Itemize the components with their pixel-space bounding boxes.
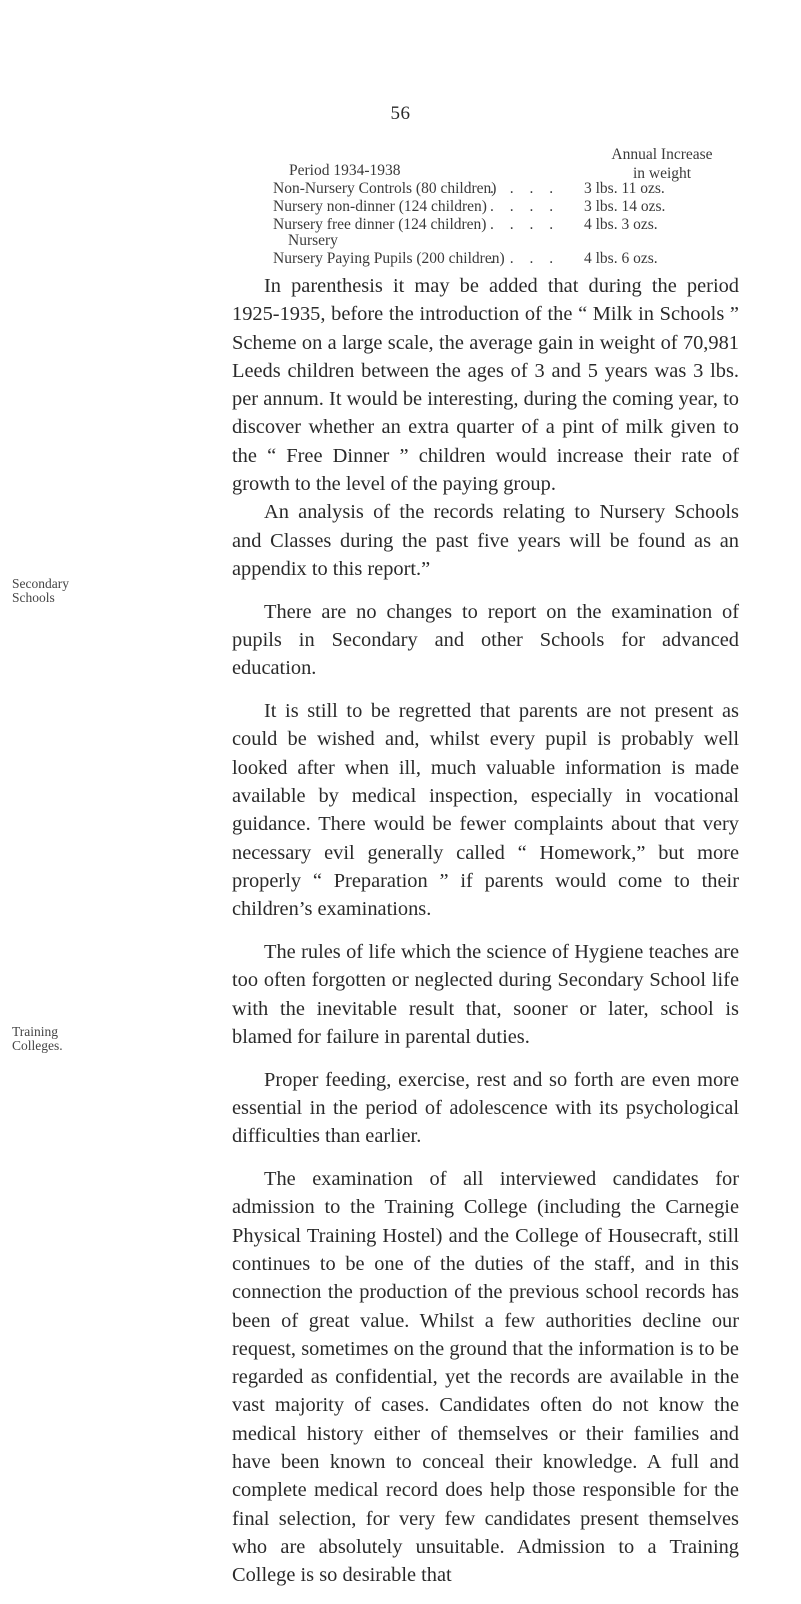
margin-note-training-colleges [12, 1025, 63, 1053]
margin-note-line: Schools [12, 590, 55, 605]
table-row-label: Nursery Paying Pupils (200 children) [273, 250, 505, 267]
table-row-value: 3 lbs. 14 ozs. [584, 198, 666, 215]
column-header-line: Annual Increase [611, 146, 713, 163]
table-row-label: Nursery free dinner (124 children) [273, 216, 487, 233]
paragraph: In parenthesis it may be added that during the period 1925-1935, before the introduction of the “ Milk in Schools ” Scheme on a large scale, the average gain in weight of 70,981 Leeds children between the ages of 3 and 5 years was 3 lbs. per annum. It would be interesting, during the coming year, to discover whether an extra quarter of a pint of milk given to the “ Free Dinner ” children would increase their rate of growth to the level of the paying group. [232, 275, 739, 496]
margin-note-secondary-schools [12, 577, 69, 605]
paragraph: The examination of all interviewed candidates for admission to the Training College (including the Carnegie Physical Training Hostel) and the College of Housecraft, still continues to be one of the duties of the staff, and in this connection the production of the previous school records has been of great value. Whilst a few authorities decline our request, sometimes on the ground that the information is to be regarded as confidential, yet the records are available in the vast majority of cases. Candidates often do not know the medical history either of themselves or their families and have been known to conceal their knowledge. A full and complete medical record does help those responsible for the final selection, for very few candidates present themselves who are absolutely unsuitable. Admission to a Training College is so desirable that [232, 1168, 739, 1587]
paragraph: Proper feeding, exercise, rest and so forth are even more essential in the period of adolescence with its psychological difficulties than earlier. [232, 1068, 739, 1148]
paragraph: An analysis of the records relating to Nursery Schools and Classes during the past five years will be found as an appendix to this report.” [232, 501, 739, 580]
table-row-leader: . . . . [490, 198, 560, 215]
paragraph: There are no changes to report on the examination of pupils in Secondary and other Schools for advanced education. [232, 600, 739, 680]
page-number: 56 [390, 103, 411, 124]
table-row-value: 4 lbs. 6 ozs. [584, 250, 658, 267]
margin-note-line: Colleges. [12, 1038, 63, 1053]
column-header-increase [570, 145, 754, 183]
table-row-value: 4 lbs. 3 ozs. [584, 216, 658, 233]
margin-note-line: Secondary [12, 576, 69, 591]
paragraph: It is still to be regretted that parents are not present as could be wished and, whilst every pupil is probably well looked after when ill, much valuable information is made available by medical inspection, especially in vocational guidance. There would be fewer complaints about that very necessary evil generally called “ Homework,” but more properly “ Preparation ” if parents would come to their children’s examinations. [232, 700, 739, 921]
column-header-line: in weight [632, 165, 692, 182]
weight-increase-table [0, 0, 801, 267]
paragraph: The rules of life which the science of Hygiene teaches are too often forgotten or neglected during Secondary School life with the inevitable result that, sooner or later, school is blamed for failure in parental duties. [232, 941, 739, 1048]
table-row-leader: . . . . [490, 250, 560, 267]
table-row-label: Non-Nursery Controls (80 children) [273, 180, 497, 197]
table-row-label: Nursery [288, 232, 338, 249]
table-row-value: 3 lbs. 11 ozs. [584, 180, 665, 197]
column-header-period: Period 1934-1938 [289, 162, 401, 179]
table-row-leader: . . . . [490, 216, 560, 233]
table-row-leader: . . . . [490, 180, 560, 197]
body-text [232, 272, 739, 1604]
margin-note-line: Training [12, 1024, 59, 1039]
table-row-label: Nursery non-dinner (124 children) [273, 198, 487, 215]
